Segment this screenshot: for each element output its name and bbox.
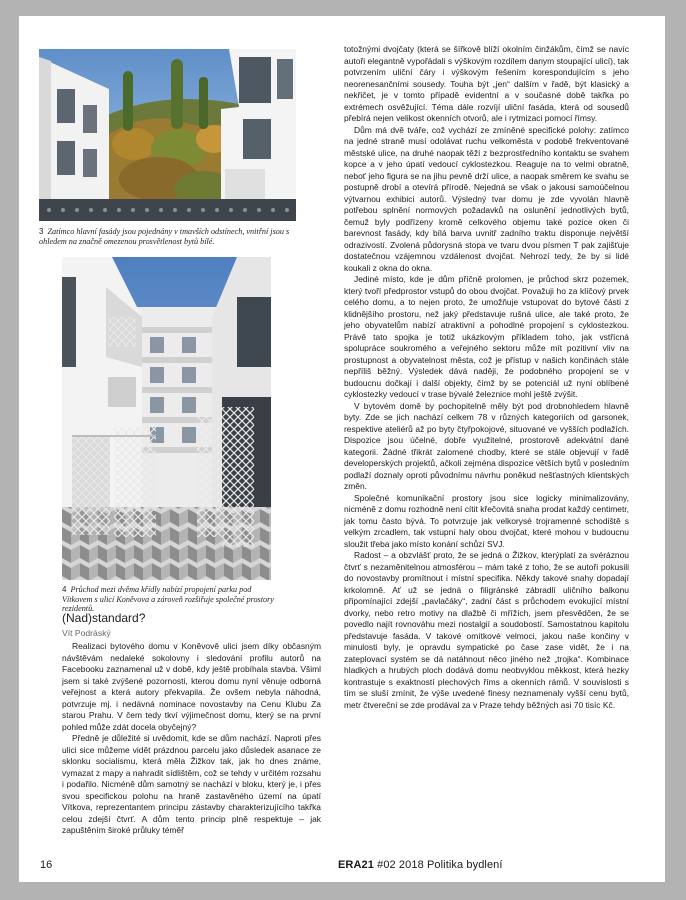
paragraph: Realizaci bytového domu v Koněvově ulici jsem díky občasným návštěvám nedaleké sokolovny i sledování profilu autorů na Facebooku zaznamenal už v době, kdy ještě probíhala stavba. Všiml jsem si také zvýšené pozornosti, kterou domu nyní věnuje odborná veřejnost a která autory překvapila. Že ovšem nebyla náhodná, potvrzuje mj. i nedávná nominace novostavby na Cenu Klubu Za starou Prahu. V čem tedy tkví výjimečnost domu, který se na první pohled může zdát docela obyčejný? xyxy=(62,641,321,732)
photo-courtyard-facades xyxy=(39,49,296,221)
magazine-name: ERA21 xyxy=(338,859,374,871)
paragraph: Jediné místo, kde je dům příčně prolomen, je průchod skrz pozemek, který tvoří předprostor vstupů do obou dvojčat. Považuji ho za klíčový prvek celého domu, a to nejen proto, že umožňuje vstupovat do bytové části z klidnějšího prostoru, než jaký představuje rušná ulice, ale také proto, že jeho obyvatelům nabízí atraktivní a pohodlné propojení s cyklostezkou. Právě tato spojka je totiž ukázkovým příkladem toho, jak vstřícná spolupráce soukromého a veřejného sektoru může mít pozitivní vliv na prostupnost a obyvatelnost města, což je přístup v našich končinách stále nepříliš běžný. Výsledek dává naději, že podobného propojení se v budoucnu dočkají i další objekty, čímž by se potenciál už nyní oblíbené cyklostezky vedoucí v trase bývalé železnice mohl ještě zvýšit. xyxy=(344,274,629,399)
magazine-page xyxy=(19,16,665,882)
paragraph: Předně je důležité si uvědomit, kde se dům nachází. Naproti přes ulici sice můžeme vidět prázdnou parcelu jako důsledek asanace ze sklonku socialismu, která měla Žižkov tak, jak ho dnes známe, vymazat z mapy a nahradit sídlištěm, což se tehdy v určitém rozsahu i podařilo. Nicméně dům samotný se nachází v bloku, který je, i přes svou specifickou polohu na hraně zastavěného území na úpatí Vítkova, reprezentantem principu zástavby charakterizujícího takřka celou zdejší čtvrť. A dům tento princip plně respektuje – jak zapuštěním široké průluky téměř xyxy=(62,733,321,835)
article-author: Vít Podráský xyxy=(62,628,111,638)
caption-photo-4 xyxy=(62,585,274,614)
caption-number: 3 xyxy=(39,227,44,236)
caption-photo-3 xyxy=(39,227,299,246)
page-footer xyxy=(338,859,503,871)
issue-label: #02 2018 Politika bydlení xyxy=(377,859,503,871)
paragraph: Radost – a obzvlášť proto, že se jedná o Žižkov, kterýplatí za svéráznou čtvrť s nezaměnitelnou atmosférou – mám také z toho, že se autoři pokusili do novostavby promítnout i místní specifika. Někdy takové snahy dopadají krkolomně. Ať už se jedná o filigránské zábradlí uličního balkonu připomínající zdejší „pavlačáky“, zadní část s průchodem evokující místní dvorky, nebo retro motivy na dlažbě či mřížích, jsem přesvědčen, že se povedlo najít rovnováhu mezi nostalgií a soudobostí. Samostatnou kapitolu představuje fasáda. V takové omítkové velmoci, jakou naše končiny v minulosti byly, je opravdu sympatické po čase zase vidět, že i na zateplovací systém se dá natáhnout něco jiného než „trojka“. Kombinace hladkých a hrubých ploch dodává domu neobvyklou měkkost, která hezky kontrastuje s exaktností plechových říms a okenních rámů. V souvislosti s tím se sluší zmínit, že výše uvedené finesy neznamenaly vyšší cenu bytů, metr čtvereční se zde prodával za v Praze tehdy běžných asi 70 tisíc Kč. xyxy=(344,550,629,710)
photo-courtyard-facades-image xyxy=(39,49,296,221)
paragraph: Dům má dvě tváře, což vychází ze zmíněné specifické polohy: zatímco na jedné straně musí odolávat ruchu velkoměsta v podobě frekventované městské ulice, na druhé naopak těží z bezprostředního kontaktu se svahem kopce a v jeho úpatí vedoucí cyklostezkou. Reaguje na to velmi obratně, neboť jeho figura se na jihu pevně drží ulice, a naopak směrem ke svahu se postupně drobí a otevírá přírodě. Nejedná se však o jakousi samoúčelnou výtvarnou exhibici autorů. Výsledný tvar domu je zde vyvolán hlavně potřebou splnění normových požadavků na oslunění jednotlivých bytů, čemuž byly podřízeny kromě celkového objemu také pozice oken či barevnost fasády, kdy bílá barva uvnitř zadního traktu disponuje největší odrazivostí. Zvolená půdorysná stopa ve tvaru dvou písmen T pak zajišťuje dostatečnou vzájemnou vzdálenost dvojčat. Nehrozí tedy, že by si lidé koukali z okna do okna. xyxy=(344,124,629,273)
paragraph: totožnými dvojčaty (která se šířkově blíží okolním činžákům, čímž se navíc autoři elegantně vypořádali s výškovým rozdílem danym stoupající ulicí), tak potvrzením uliční čáry i výškovým řešením korespondujícím s jeho neorenesančními sousedy. Touha být „jen“ dalším v řadě, být klasický a nekřičet, je v tomto případě evidentní a v současné době takřka po extrémech osvěžující. Téma dále rozvíjí uliční fasáda, která od sousedů přebírá nejen velikost okenních otvorů, ale i rytmizaci pomocí římsy. xyxy=(344,44,629,123)
paragraph: V bytovém domě by pochopitelně měly být pod drobnohledem hlavně byty. Zde se jich nachází celkem 78 v různých kategoriích od garsonek, respektive ateliérů až po byty čtyřpokojové, situované ve vyšších podlažích. Dispozice jsou účelné, dobře využitelné, prostorově adekvátní dané kategorii. Žádné třikrát zalomené chodby, které se stále objevují v řadě developerských projektů, ačkoli zejména dispozice větších bytů v posledním podlaží doznaly oproti původnímu návrhu poněkud nešťastných klientských změn. xyxy=(344,400,629,491)
photo-passage-gate xyxy=(62,257,271,580)
article-column-left xyxy=(62,641,321,837)
article-column-right xyxy=(344,44,629,711)
caption-text: Průchod mezi dvěma křídly nabízí propojení parku pod Vítkovem s ulicí Koněvova a zároveň rozšiřuje společné prostory rezidentů. xyxy=(62,585,274,614)
paragraph: Společné komunikační prostory jsou sice logicky minimalizovány, nicméně z domu rozhodně není cítit křečovitá snaha prodat každý centimetr, jak tomu často bývá. To potvrzuje jak velkorysé trojramenné schodiště s velkým zrcadlem, tak vstupní haly obou dvojčat, které mohou v budoucnu sloužit třeba jako místo konání schůzí SVJ. xyxy=(344,492,629,549)
caption-text: Zatímco hlavní fasády jsou pojednány v tmavších odstínech, vnitřní jsou s ohledem na značně omezenou prosvětlenost bytů bílé. xyxy=(39,227,290,246)
photo-passage-gate-image xyxy=(62,257,271,580)
page-number: 16 xyxy=(40,859,53,871)
caption-number: 4 xyxy=(62,585,67,594)
article-title: (Nad)standard? xyxy=(62,611,146,625)
